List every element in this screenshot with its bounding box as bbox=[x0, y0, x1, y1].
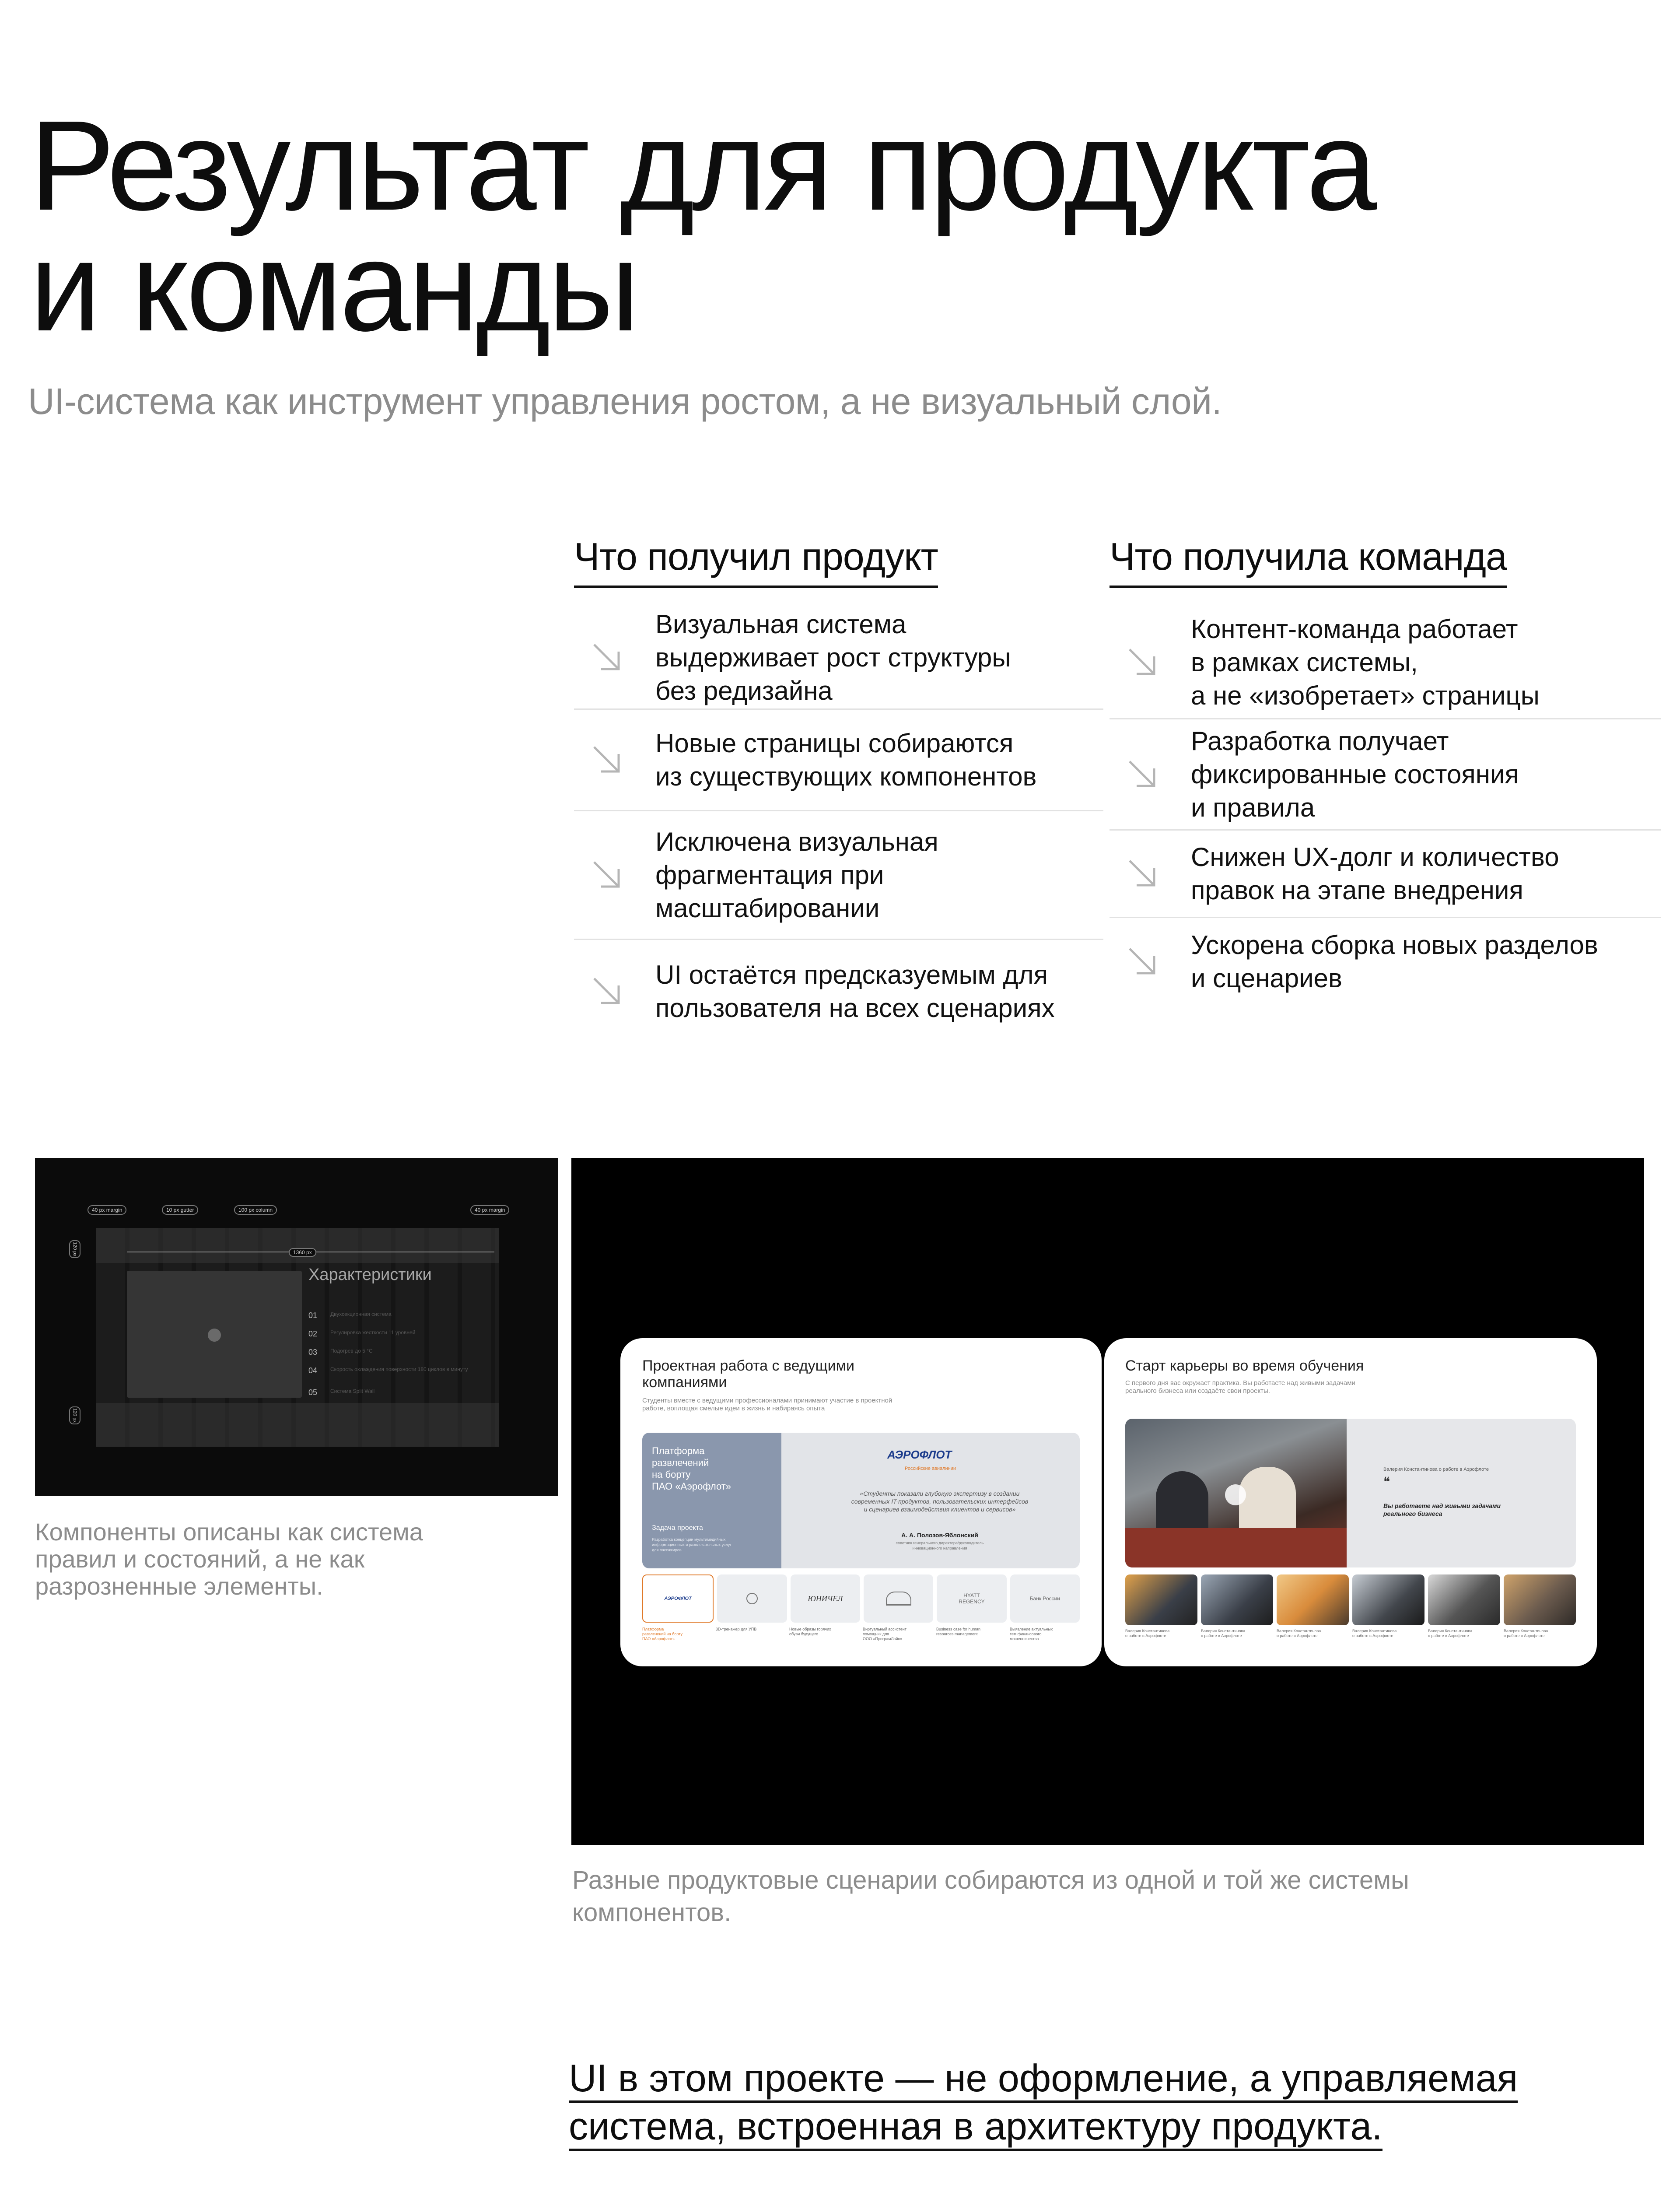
product-list bbox=[574, 607, 1103, 1043]
grid-caption: Компоненты описаны как система правил и состояний, а не как разрозненные элементы. bbox=[35, 1518, 423, 1600]
list-item bbox=[1110, 831, 1661, 918]
arrow-down-right-icon bbox=[590, 743, 625, 778]
spec-row: 02 Регулировка жесткости 11 уровней bbox=[308, 1329, 416, 1338]
arrow-down-right-icon bbox=[1125, 944, 1160, 979]
quote-text: Вы работаете над живыми задачами реального бизнеса bbox=[1383, 1502, 1501, 1517]
final-statement bbox=[569, 2054, 1619, 2150]
logo-tile[interactable]: HYATT REGENCY bbox=[937, 1574, 1006, 1623]
list-item bbox=[574, 607, 1103, 710]
list-item bbox=[574, 940, 1103, 1043]
brand-logo: АЭРОФЛОТ bbox=[887, 1448, 952, 1461]
spec-row: 04 Скорость охлаждения поверхности 180 циклов в минуту bbox=[308, 1366, 468, 1375]
building-icon bbox=[886, 1592, 911, 1606]
logo-tile[interactable]: ЮНИЧЕЛ bbox=[791, 1574, 860, 1623]
final-statement-line: UI в этом проекте — не оформление, а управляемая bbox=[569, 2056, 1518, 2103]
video-thumb[interactable] bbox=[1428, 1574, 1500, 1625]
logo-captions bbox=[642, 1627, 1080, 1641]
card-subtitle: Студенты вместе с ведущими профессионалами принимают участие в проектной работе, воплощая смелые идеи в жизнь и набираясь опыта bbox=[642, 1397, 892, 1412]
career-card bbox=[1104, 1338, 1597, 1666]
video-thumb[interactable] bbox=[1504, 1574, 1576, 1625]
video-thumb[interactable] bbox=[1352, 1574, 1424, 1625]
cards-preview bbox=[571, 1158, 1644, 1845]
thumb-caption: Валерия Константинова о работе в Аэрофлоте bbox=[1352, 1629, 1397, 1638]
spec-row: 05 Система Split Wall bbox=[308, 1388, 375, 1397]
feature-title: Платформа развлечений на борту ПАО «Аэрофлот» bbox=[652, 1445, 732, 1492]
list-item bbox=[1110, 918, 1661, 1006]
list-item-text: Исключена визуальная фрагментация при масштабировании bbox=[655, 827, 938, 923]
video-thumb[interactable] bbox=[1277, 1574, 1349, 1625]
quote-mark-icon: ❝ bbox=[1383, 1475, 1390, 1488]
arrow-down-right-icon bbox=[590, 640, 625, 675]
card-subtitle: С первого дня вас окружает практика. Вы работаете над живыми задачами реального бизнеса или создаёте свои проекты. bbox=[1125, 1379, 1355, 1395]
arrow-down-right-icon bbox=[1125, 645, 1160, 680]
video-feature bbox=[1125, 1419, 1576, 1567]
page-title: Результат для продукта и команды bbox=[30, 94, 1375, 358]
spec-heading: Характеристики bbox=[308, 1266, 432, 1284]
list-item-text: Ускорена сборка новых разделов и сценариев bbox=[1191, 930, 1598, 993]
quote-author: А. А. Полозов-Яблонский bbox=[901, 1532, 978, 1539]
quote-text: «Студенты показали глубокую экспертизу в создании современных IT-продуктов, пользовательских интерфейсов и сценариев взаимодействия клиентов и сервисов» bbox=[851, 1490, 1029, 1513]
thumb-caption: Валерия Константинова о работе в Аэрофлоте bbox=[1428, 1629, 1473, 1638]
video-still[interactable] bbox=[1125, 1419, 1347, 1567]
emblem-icon bbox=[746, 1593, 758, 1604]
thumb-caption: Валерия Константинова о работе в Аэрофлоте bbox=[1504, 1629, 1548, 1638]
thumb-captions bbox=[1125, 1629, 1576, 1638]
final-statement-line: система, встроенная в архитектуру продукта. bbox=[569, 2104, 1382, 2151]
team-list bbox=[1110, 607, 1661, 1006]
margin-right-label: 40 px margin bbox=[470, 1205, 509, 1215]
arrow-down-right-icon bbox=[1125, 856, 1160, 891]
list-item bbox=[1110, 607, 1661, 719]
logo-strip bbox=[642, 1574, 1080, 1623]
logo-caption: Виртуальный ассистент помощник для ООО «ПрограмЛайн» bbox=[863, 1627, 907, 1641]
arrow-down-right-icon bbox=[590, 858, 625, 893]
list-item-text: Контент-команда работает в рамках системы, а не «изобретает» страницы bbox=[1191, 614, 1540, 710]
product-results bbox=[574, 535, 1103, 1043]
project-card bbox=[620, 1338, 1102, 1666]
thumb-caption: Валерия Константинова о работе в Аэрофлоте bbox=[1125, 1629, 1170, 1638]
thumb-caption: Валерия Константинова о работе в Аэрофлоте bbox=[1201, 1629, 1246, 1638]
list-item-text: Новые страницы собираются из существующих компонентов bbox=[655, 728, 1037, 791]
page-subtitle: UI-система как инструмент управления ростом, а не визуальный слой. bbox=[28, 381, 1222, 422]
card-title: Старт карьеры во время обучения bbox=[1125, 1357, 1364, 1374]
thumb-caption: Валерия Константинова о работе в Аэрофлоте bbox=[1277, 1629, 1321, 1638]
cards-caption: Разные продуктовые сценарии собираются из одной и той же системы компонентов. bbox=[572, 1866, 1409, 1927]
task-text: Разработка концепции мультимедийных информационных и развлекательных услуг для пассажиров bbox=[652, 1537, 732, 1552]
video-thumb[interactable] bbox=[1201, 1574, 1273, 1625]
list-item-text: UI остаётся предсказуемым для пользователя на всех сценариях bbox=[655, 960, 1055, 1023]
arrow-down-right-icon bbox=[1125, 757, 1160, 792]
margin-left-label: 40 px margin bbox=[88, 1205, 126, 1215]
play-icon[interactable] bbox=[1225, 1484, 1246, 1505]
logo-caption: Платформа развлечений на борту ПАО «Аэрофлот» bbox=[642, 1627, 682, 1641]
grid-spec-preview bbox=[35, 1158, 558, 1496]
card-title: Проектная работа с ведущими компаниями bbox=[642, 1357, 854, 1391]
image-placeholder-icon bbox=[208, 1329, 221, 1342]
list-item bbox=[574, 710, 1103, 811]
list-item-text: Снижен UX-долг и количество правок на этапе внедрения bbox=[1191, 842, 1559, 905]
video-thumbs bbox=[1125, 1574, 1576, 1625]
task-label: Задача проекта bbox=[652, 1524, 703, 1532]
width-label: 1360 px bbox=[289, 1248, 316, 1257]
team-heading: Что получила команда bbox=[1110, 535, 1507, 588]
column-label: 100 px column bbox=[234, 1205, 277, 1215]
logo-caption: Новые образы горячих обуви будущего bbox=[789, 1627, 831, 1636]
side-top-label: 120 px bbox=[69, 1240, 80, 1258]
side-bottom-label: 120 px bbox=[69, 1406, 80, 1424]
spec-row: 01 Двухсекционная система bbox=[308, 1311, 392, 1320]
logo-caption: Выявление актуальных тем финансового мошенничества bbox=[1010, 1627, 1053, 1641]
logo-caption: 3D-тренажер для УПВ bbox=[716, 1627, 757, 1631]
logo-tile[interactable] bbox=[864, 1574, 933, 1623]
video-thumb[interactable] bbox=[1125, 1574, 1197, 1625]
logo-tile[interactable] bbox=[717, 1574, 787, 1623]
arrow-down-right-icon bbox=[590, 974, 625, 1009]
feature-panel bbox=[642, 1433, 1080, 1568]
team-results bbox=[1110, 535, 1661, 1006]
list-item-text: Разработка получает фиксированные состояния и правила bbox=[1191, 726, 1519, 822]
logo-caption: Business case for human resources management bbox=[936, 1627, 981, 1636]
quote-author: Валерия Константинова о работе в Аэрофлоте bbox=[1383, 1467, 1489, 1472]
logo-tile[interactable]: АЭРОФЛОТ bbox=[642, 1574, 714, 1623]
list-item bbox=[574, 811, 1103, 940]
spec-row: 03 Подогрев до 5 °С bbox=[308, 1348, 373, 1357]
product-heading: Что получил продукт bbox=[574, 535, 938, 588]
quote-author-role: советник генерального директора/руководитель инновационного направления bbox=[896, 1541, 984, 1550]
list-item bbox=[1110, 719, 1661, 831]
spec-rows bbox=[308, 1311, 492, 1406]
logo-tile[interactable]: Банк России bbox=[1010, 1574, 1080, 1623]
brand-sub: Российские авиалинии bbox=[905, 1466, 956, 1471]
list-item-text: Визуальная система выдерживает рост структуры без редизайна bbox=[655, 609, 1011, 705]
gutter-label: 10 px gutter bbox=[162, 1205, 198, 1215]
